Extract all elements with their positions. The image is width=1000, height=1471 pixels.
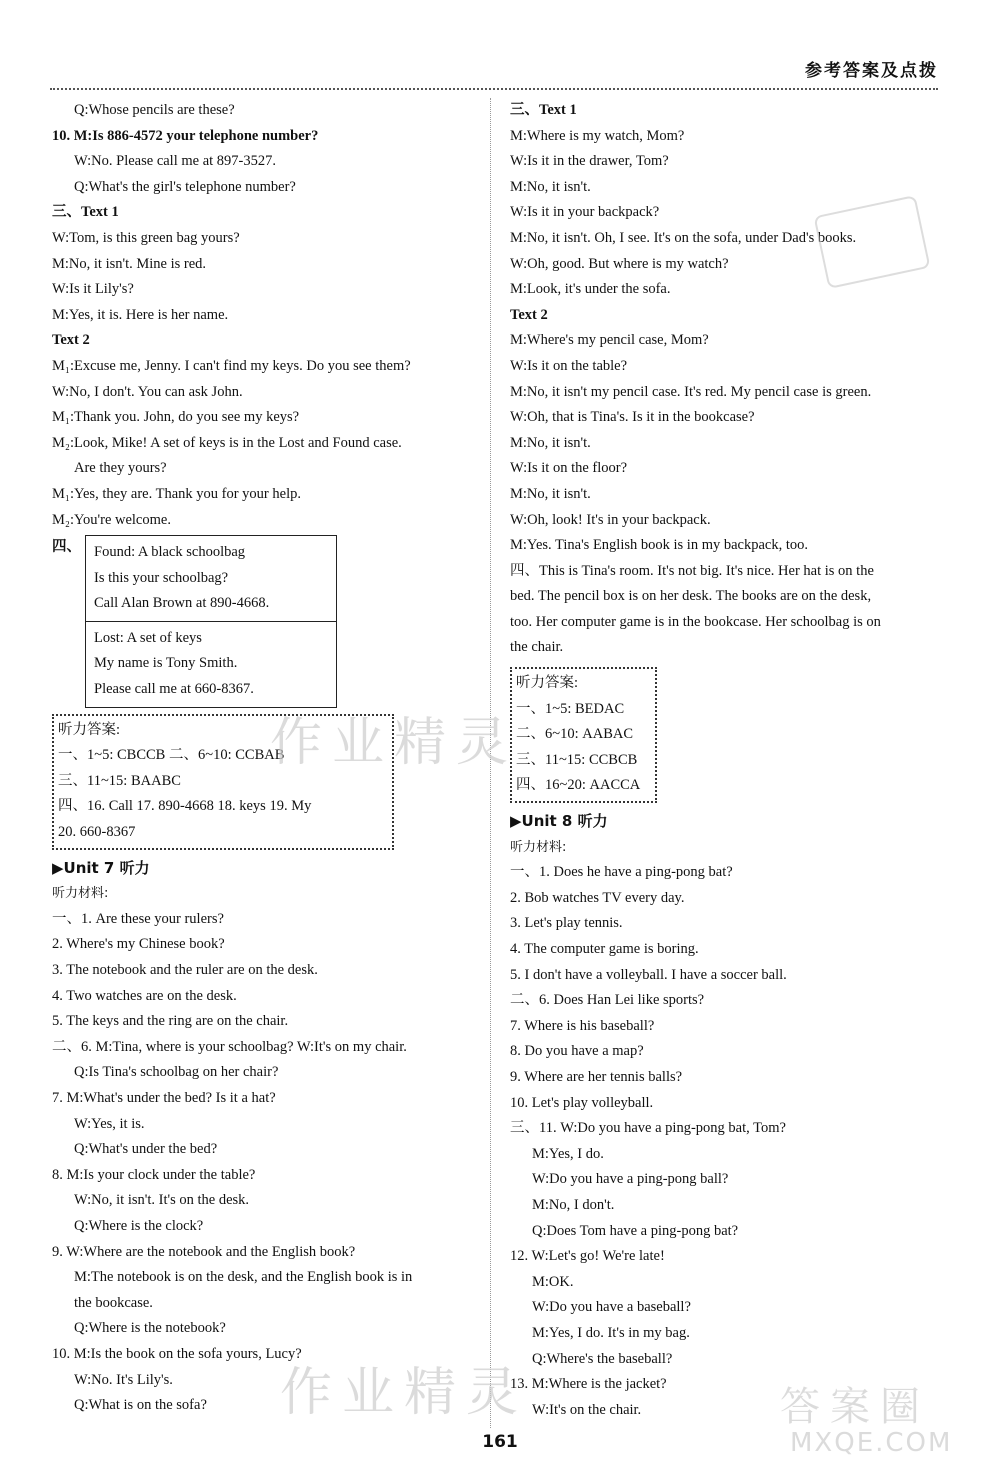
text-line: M₁:Excuse me, Jenny. I can't find my keys. Do you see them? bbox=[52, 357, 411, 374]
text-line: 5. I don't have a volleyball. I have a soccer ball. bbox=[510, 966, 787, 983]
text-line: 7. Where is his baseball? bbox=[510, 1017, 655, 1034]
text-line: 2. Bob watches TV every day. bbox=[510, 889, 685, 906]
text-line: M:Where's my pencil case, Mom? bbox=[510, 332, 709, 349]
right-column bbox=[510, 98, 940, 1423]
text-line: 三、11~15: CCBCB bbox=[516, 751, 638, 768]
watermark-1: 作业精灵 bbox=[270, 713, 519, 773]
text-line: 四、This is Tina's room. It's not big. It's nice. Her hat is on the bbox=[510, 562, 874, 579]
text-line: M:Yes. Tina's English book is in my backpack, too. bbox=[510, 537, 809, 554]
text-line: 三、Text 1 bbox=[52, 204, 119, 221]
text-line: the chair. bbox=[510, 639, 564, 656]
left-lines-b bbox=[52, 907, 497, 1419]
text-line: W:Is it in the drawer, Tom? bbox=[510, 153, 669, 170]
text-line: My name is Tony Smith. bbox=[94, 655, 238, 672]
text-line: Q:What is on the sofa? bbox=[74, 1397, 207, 1414]
text-line: W:Is it in your backpack? bbox=[510, 204, 660, 221]
text-line: 一、1. Does he have a ping-pong bat? bbox=[510, 864, 733, 881]
page-number: 161 bbox=[482, 1432, 518, 1452]
text-line: M:No, it isn't. bbox=[510, 485, 591, 502]
text-line: 20. 660-8367 bbox=[58, 824, 136, 841]
text-line: M:Yes, I do. It's in my bag. bbox=[532, 1324, 690, 1341]
notice-box bbox=[85, 535, 337, 708]
text-line: M₂:Look, Mike! A set of keys is in the Lost and Found case. bbox=[52, 434, 402, 451]
text-line: 四、16. Call 17. 890-4668 18. keys 19. My bbox=[58, 798, 312, 815]
text-line: 9. W:Where are the notebook and the English book? bbox=[52, 1243, 356, 1260]
text-line: bed. The pencil box is on her desk. The books are on the desk, bbox=[510, 588, 872, 605]
text-line: Q:Is Tina's schoolbag on her chair? bbox=[74, 1064, 279, 1081]
text-line: M:Look, it's under the sofa. bbox=[510, 281, 671, 298]
text-line: the bookcase. bbox=[74, 1294, 153, 1311]
text-line: M:Where is my watch, Mom? bbox=[510, 127, 685, 144]
text-line: Call Alan Brown at 890-4668. bbox=[94, 595, 270, 612]
text-line: M:No, it isn't. Mine is red. bbox=[52, 255, 207, 272]
text-line: 5. The keys and the ring are on the chair. bbox=[52, 1013, 289, 1030]
text-line: W:Oh, good. But where is my watch? bbox=[510, 255, 729, 272]
text-line: 10. Let's play volleyball. bbox=[510, 1094, 654, 1111]
text-line: M:The notebook is on the desk, and the English book is in bbox=[74, 1269, 413, 1286]
text-line: M₂:You're welcome. bbox=[52, 511, 171, 528]
notice-found bbox=[86, 536, 336, 621]
text-line: W:Oh, that is Tina's. Is it in the bookcase? bbox=[510, 409, 755, 426]
text-line: Text 2 bbox=[52, 332, 90, 349]
text-line: 4. Two watches are on the desk. bbox=[52, 987, 237, 1004]
left-lines-a bbox=[52, 98, 497, 533]
text-line: 三、11. W:Do you have a ping-pong bat, Tom? bbox=[510, 1120, 786, 1137]
text-line: 10. M:Is 886-4572 your telephone number? bbox=[52, 127, 319, 144]
text-line: Are they yours? bbox=[74, 460, 167, 477]
watermark-4: MXQE.COM bbox=[790, 1428, 953, 1458]
text-line: W:Do you have a baseball? bbox=[532, 1299, 691, 1316]
text-line: 3. The notebook and the ruler are on the desk. bbox=[52, 962, 318, 978]
text-line: Please call me at 660-8367. bbox=[94, 681, 254, 698]
text-line: 8. Do you have a map? bbox=[510, 1043, 644, 1060]
notice-label: 四、 bbox=[52, 539, 81, 556]
header-title: 参考答案及点拨 bbox=[805, 61, 938, 81]
text-line: M₁:Yes, they are. Thank you for your help. bbox=[52, 485, 301, 502]
text-line: M₁:Thank you. John, do you see my keys? bbox=[52, 409, 300, 426]
text-line: W:No. It's Lily's. bbox=[74, 1371, 173, 1388]
text-line: 听力答案: bbox=[516, 675, 579, 692]
text-line: 四、16~20: AACCA bbox=[516, 777, 641, 794]
watermark-2: 作业精灵 bbox=[280, 1363, 529, 1423]
text-line: W:No, I don't. You can ask John. bbox=[52, 383, 243, 400]
text-line: Q:Where's the baseball? bbox=[532, 1350, 673, 1367]
text-line: 二、6. M:Tina, where is your schoolbag? W:It's on my chair. bbox=[52, 1038, 407, 1055]
text-line: M:No, it isn't. bbox=[510, 434, 591, 451]
text-line: 二、6~10: AABAC bbox=[516, 726, 634, 743]
text-line: M:No, it isn't my pencil case. It's red. My pencil case is green. bbox=[510, 383, 872, 400]
unit8-title: ▶Unit 8 听力 bbox=[510, 812, 608, 831]
text-line: M:No, I don't. bbox=[532, 1196, 615, 1213]
unit8-material-label: 听力材料: bbox=[510, 839, 567, 855]
text-line: Q:What's the girl's telephone number? bbox=[74, 178, 296, 195]
text-line: 12. W:Let's go! We're late! bbox=[510, 1248, 665, 1265]
text-line: 8. M:Is your clock under the table? bbox=[52, 1166, 256, 1183]
text-line: 2. Where's my Chinese book? bbox=[52, 936, 225, 953]
text-line: 3. Let's play tennis. bbox=[510, 915, 623, 932]
text-line: W:No, it isn't. It's on the desk. bbox=[74, 1192, 250, 1209]
text-line: 一、1~5: CBCCB 二、6~10: CCBAB bbox=[58, 747, 285, 764]
text-line: 二、6. Does Han Lei like sports? bbox=[510, 992, 705, 1009]
page-header bbox=[50, 52, 938, 90]
text-line: Q:Where is the notebook? bbox=[74, 1320, 226, 1337]
text-line: M:OK. bbox=[532, 1273, 574, 1290]
text-line: Found: A black schoolbag bbox=[94, 544, 246, 561]
text-line: W:No. Please call me at 897-3527. bbox=[74, 153, 277, 170]
unit7-material-label: 听力材料: bbox=[52, 886, 109, 902]
notice-section bbox=[52, 535, 497, 708]
text-line: M:Yes, it is. Here is her name. bbox=[52, 306, 229, 323]
right-lines-a bbox=[510, 98, 940, 661]
text-line: W:It's on the chair. bbox=[532, 1401, 642, 1418]
text-line: Q:Where is the clock? bbox=[74, 1217, 204, 1234]
text-line: 三、Text 1 bbox=[510, 102, 577, 118]
text-line: 一、1~5: BEDAC bbox=[516, 700, 625, 717]
text-line: 一、1. Are these your rulers? bbox=[52, 910, 224, 927]
text-line: Q:What's under the bed? bbox=[74, 1141, 218, 1158]
text-line: Text 2 bbox=[510, 306, 548, 323]
text-line: Is this your schoolbag? bbox=[94, 569, 229, 586]
text-line: 三、11~15: BAABC bbox=[58, 772, 181, 789]
text-line: 7. M:What's under the bed? Is it a hat? bbox=[52, 1089, 276, 1106]
text-line: M:Yes, I do. bbox=[532, 1145, 604, 1162]
text-line: W:Do you have a ping-pong ball? bbox=[532, 1171, 729, 1188]
text-line: 4. The computer game is boring. bbox=[510, 941, 699, 957]
notice-lost bbox=[86, 621, 336, 707]
text-line: W:Is it on the table? bbox=[510, 357, 628, 374]
text-line: Q:Whose pencils are these? bbox=[74, 102, 235, 118]
text-line: Q:Does Tom have a ping-pong bat? bbox=[532, 1222, 739, 1239]
text-line: M:No, it isn't. bbox=[510, 178, 591, 195]
text-line: 10. M:Is the book on the sofa yours, Lucy? bbox=[52, 1345, 302, 1362]
answer-box-unit7 bbox=[510, 667, 657, 803]
text-line: W:Is it Lily's? bbox=[52, 281, 134, 298]
text-line: W:Is it on the floor? bbox=[510, 460, 628, 477]
text-line: 听力答案: bbox=[58, 721, 121, 738]
text-line: Lost: A set of keys bbox=[94, 629, 202, 646]
right-lines-b bbox=[510, 860, 940, 1423]
text-line: W:Yes, it is. bbox=[74, 1115, 145, 1132]
unit7-title: ▶Unit 7 听力 bbox=[52, 858, 150, 877]
text-line: M:No, it isn't. Oh, I see. It's on the sofa, under Dad's books. bbox=[510, 229, 857, 246]
text-line: W:Tom, is this green bag yours? bbox=[52, 229, 240, 246]
watermark-3: 答案圈 bbox=[780, 1384, 930, 1430]
text-line: 9. Where are her tennis balls? bbox=[510, 1068, 683, 1085]
text-line: W:Oh, look! It's in your backpack. bbox=[510, 511, 711, 528]
text-line: 13. M:Where is the jacket? bbox=[510, 1376, 667, 1393]
text-line: too. Her computer game is in the bookcase. Her schoolbag is on bbox=[510, 613, 881, 630]
